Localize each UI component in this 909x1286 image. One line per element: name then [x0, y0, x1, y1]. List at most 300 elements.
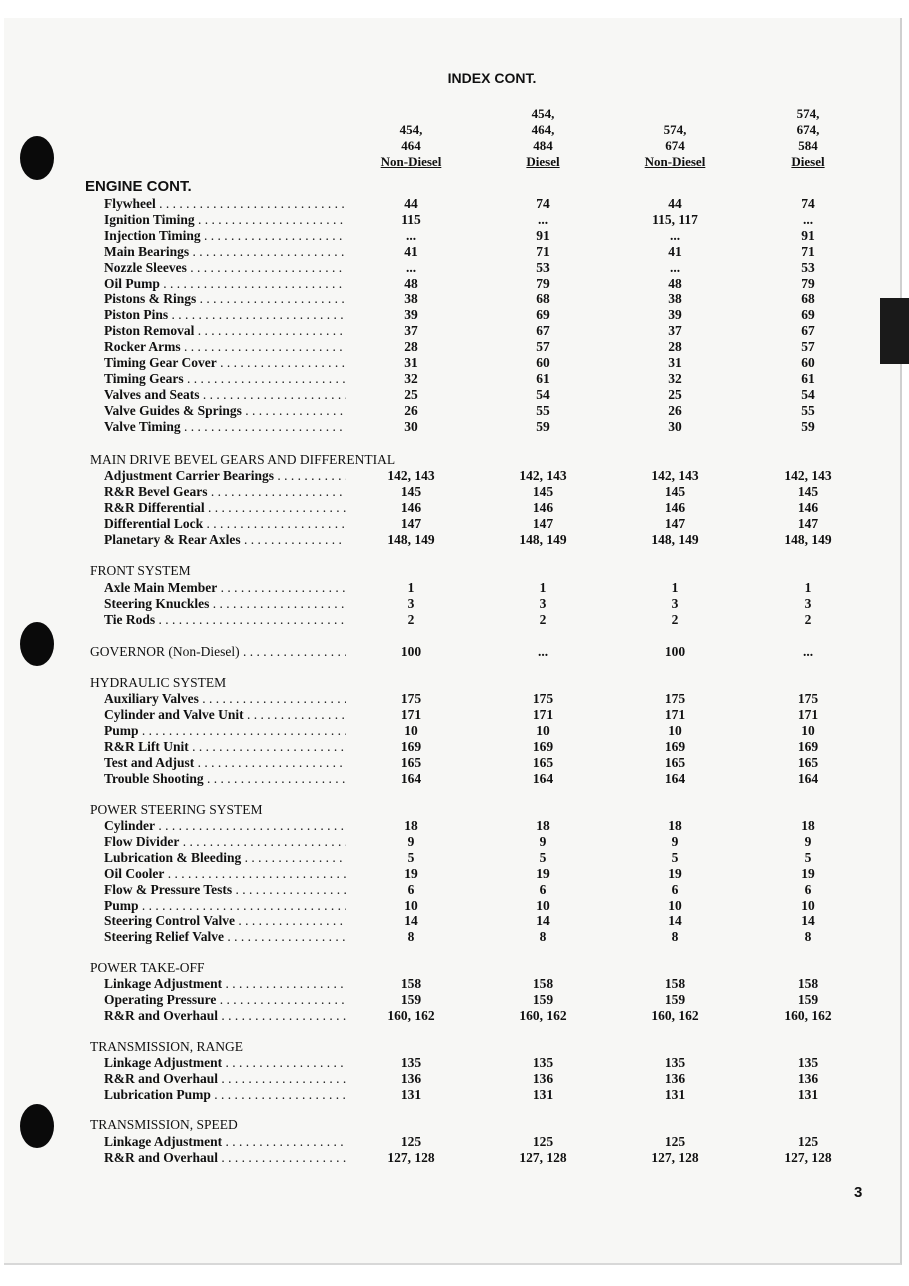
page-reference: 26 [404, 403, 418, 418]
page-reference: 125 [664, 1134, 686, 1149]
page-reference: 71 [801, 244, 815, 259]
index-entry-label: Piston Removal . . . [104, 323, 346, 339]
page-reference: 145 [797, 484, 819, 499]
index-entry-label: Trouble Shooting . . . [104, 771, 346, 787]
index-entry-label: Nozzle Sleeves . . . [104, 260, 346, 276]
page-number: 3 [854, 1184, 863, 1201]
section-heading-bevel-gears: MAIN DRIVE BEVEL GEARS AND DIFFERENTIAL [90, 452, 396, 467]
index-entry-row [0, 323, 909, 339]
section-heading-front-system: FRONT SYSTEM [90, 563, 191, 578]
index-entry-row [0, 818, 909, 834]
page-reference: 10 [536, 723, 550, 738]
index-entry-label: Cylinder . . . [104, 818, 346, 834]
index-entry-label: Linkage Adjustment . . . [104, 1055, 346, 1071]
index-entry-row [0, 723, 909, 739]
page-reference: 57 [801, 339, 815, 354]
page-reference: 18 [668, 818, 682, 833]
index-entry-row [0, 516, 909, 532]
page-reference: 127, 128 [387, 1150, 435, 1165]
index-entry-label: Planetary & Rear Axles . . . [104, 532, 346, 548]
column-header-line [351, 106, 471, 122]
page-reference: 6 [407, 882, 415, 897]
page-reference: 131 [532, 1087, 554, 1102]
page-reference: 32 [668, 371, 682, 386]
index-entry-row [0, 612, 909, 628]
page-reference: 3 [671, 596, 679, 611]
page-reference: 145 [664, 484, 686, 499]
page-reference: 53 [801, 260, 815, 275]
page-reference: 74 [801, 196, 815, 211]
index-entry-row [0, 739, 909, 755]
page-reference: 135 [664, 1055, 686, 1070]
page-reference: 18 [801, 818, 815, 833]
page-reference: 37 [668, 323, 682, 338]
page-reference: 131 [797, 1087, 819, 1102]
page-reference: 61 [801, 371, 815, 386]
index-entry-label: Linkage Adjustment . . . [104, 1134, 346, 1150]
column-header-line: 464 [401, 138, 421, 153]
page-reference: 148, 149 [519, 532, 567, 547]
page-reference: 159 [400, 992, 422, 1007]
index-entry-label: Test and Adjust . . . [104, 755, 346, 771]
index-entry-label: Linkage Adjustment . . . [104, 976, 346, 992]
index-entry-row-governor [0, 644, 909, 660]
column-header-line: 674, [796, 122, 820, 137]
page-reference: 165 [797, 755, 819, 770]
page-reference: 142, 143 [651, 468, 699, 483]
page-reference: 5 [804, 850, 812, 865]
index-entry-label: Lubrication & Bleeding . . . [104, 850, 346, 866]
page-reference: 131 [400, 1087, 422, 1102]
page-reference: 9 [539, 834, 547, 849]
page-reference: 160, 162 [519, 1008, 567, 1023]
section-title-engine: ENGINE CONT. [85, 178, 192, 195]
index-entry-label: Main Bearings . . . [104, 244, 346, 260]
page-reference: 136 [664, 1071, 686, 1086]
column-header-line: 454, [531, 106, 555, 121]
page-reference: 38 [668, 291, 682, 306]
page-reference: 69 [536, 307, 550, 322]
page-reference: 55 [801, 403, 815, 418]
page-reference: 30 [668, 419, 682, 434]
page-reference: 175 [532, 691, 554, 706]
page-reference: 131 [664, 1087, 686, 1102]
page-reference: 159 [532, 992, 554, 1007]
column-header-3 [615, 106, 735, 170]
page-reference: 142, 143 [784, 468, 832, 483]
page-reference: 2 [407, 612, 415, 627]
index-entry-label: Pump . . . [104, 898, 346, 914]
page-reference: 1 [407, 580, 415, 595]
index-entry-label: Steering Relief Valve . . . [104, 929, 346, 945]
index-entry-row [0, 260, 909, 276]
page-reference: 1 [539, 580, 547, 595]
index-entry-row [0, 771, 909, 787]
page-reference: ... [405, 260, 417, 275]
page-reference: 165 [664, 755, 686, 770]
index-entry-label: Pistons & Rings . . . [104, 291, 346, 307]
page-reference: 1 [804, 580, 812, 595]
page-reference: 145 [532, 484, 554, 499]
page-reference: 79 [801, 276, 815, 291]
page-reference: 171 [400, 707, 422, 722]
page-reference: 79 [536, 276, 550, 291]
index-entry-label: Axle Main Member . . . [104, 580, 346, 596]
page-reference: 175 [400, 691, 422, 706]
page-reference: 41 [668, 244, 682, 259]
page-reference: 2 [539, 612, 547, 627]
page-reference: 8 [407, 929, 415, 944]
page-reference: 68 [536, 291, 550, 306]
page-reference: 19 [404, 866, 418, 881]
page-reference: 44 [404, 196, 418, 211]
page-reference: 8 [671, 929, 679, 944]
page-reference: 146 [664, 500, 686, 515]
page-reference: 147 [664, 516, 686, 531]
page-reference: 6 [671, 882, 679, 897]
column-header-line: 574, [796, 106, 820, 121]
section-heading-power-steering: POWER STEERING SYSTEM [90, 802, 263, 817]
index-entry-row [0, 339, 909, 355]
page-reference: 67 [801, 323, 815, 338]
page-reference: 142, 143 [519, 468, 567, 483]
index-entry-row [0, 291, 909, 307]
page-reference: 91 [801, 228, 815, 243]
page-reference: ... [802, 212, 814, 227]
index-entry-label: Auxiliary Valves . . . [104, 691, 346, 707]
index-entry-label: Injection Timing . . . [104, 228, 346, 244]
page-reference: 10 [801, 723, 815, 738]
index-entry-label: Tie Rods . . . [104, 612, 346, 628]
index-entry-row [0, 1055, 909, 1071]
page-reference: 91 [536, 228, 550, 243]
page-reference: 171 [664, 707, 686, 722]
page-reference: 148, 149 [784, 532, 832, 547]
page-reference: 54 [536, 387, 550, 402]
index-entry-row [0, 1071, 909, 1087]
page-reference: 148, 149 [651, 532, 699, 547]
page-reference: 136 [400, 1071, 422, 1086]
page-reference: 68 [801, 291, 815, 306]
page-reference: 10 [536, 898, 550, 913]
index-entry-row [0, 596, 909, 612]
page-reference: 9 [671, 834, 679, 849]
column-header-line: 454, [399, 122, 423, 137]
page-reference: 10 [668, 723, 682, 738]
index-entry-row [0, 419, 909, 435]
page-reference: 165 [400, 755, 422, 770]
page-reference: 2 [804, 612, 812, 627]
page-reference: 125 [400, 1134, 422, 1149]
page-reference: 158 [532, 976, 554, 991]
index-entry-row [0, 913, 909, 929]
page-reference: 171 [797, 707, 819, 722]
page-reference: 69 [801, 307, 815, 322]
index-entry-label: Cylinder and Valve Unit . . . [104, 707, 346, 723]
index-entry-row [0, 898, 909, 914]
page-reference: 175 [797, 691, 819, 706]
page-reference: 39 [404, 307, 418, 322]
page-reference: 169 [400, 739, 422, 754]
page-reference: 171 [532, 707, 554, 722]
page-reference: 165 [532, 755, 554, 770]
page-reference: 71 [536, 244, 550, 259]
section-heading-hydraulic-system: HYDRAULIC SYSTEM [90, 675, 227, 690]
column-header-line: Non-Diesel [644, 154, 706, 169]
page-reference: 164 [532, 771, 554, 786]
page-reference: 169 [532, 739, 554, 754]
page-reference: 14 [668, 913, 682, 928]
index-entry-label: Flow & Pressure Tests . . . [104, 882, 346, 898]
column-header-line: Diesel [791, 154, 825, 169]
page-reference: 3 [407, 596, 415, 611]
page-reference: 147 [532, 516, 554, 531]
index-entry-row [0, 755, 909, 771]
index-entry-row [0, 580, 909, 596]
page-reference: 39 [668, 307, 682, 322]
page-reference: 59 [801, 419, 815, 434]
index-entry-row [0, 355, 909, 371]
page-reference: 160, 162 [387, 1008, 435, 1023]
page-reference: 164 [664, 771, 686, 786]
page-reference: 25 [668, 387, 682, 402]
page-reference: 169 [797, 739, 819, 754]
page-reference: 6 [804, 882, 812, 897]
page-reference: 18 [404, 818, 418, 833]
index-entry-row [0, 1150, 909, 1166]
column-header-line: 674 [665, 138, 685, 153]
index-entry-label: R&R and Overhaul . . . [104, 1071, 346, 1087]
page-reference: 5 [539, 850, 547, 865]
page-reference: 3 [539, 596, 547, 611]
page-reference: 38 [404, 291, 418, 306]
page-reference: 100 [400, 644, 422, 659]
column-header-4 [748, 106, 868, 170]
page-reference: ... [537, 644, 549, 659]
page-reference: 10 [801, 898, 815, 913]
page-reference: 54 [801, 387, 815, 402]
page-reference: 55 [536, 403, 550, 418]
index-entry-label: Timing Gears . . . [104, 371, 346, 387]
index-entry-label: Valve Timing . . . [104, 419, 346, 435]
binder-hole-top [20, 136, 54, 180]
index-entry-row [0, 882, 909, 898]
page-reference: 5 [407, 850, 415, 865]
page-reference: 19 [668, 866, 682, 881]
index-entry-row [0, 866, 909, 882]
index-entry-row [0, 1008, 909, 1024]
index-entry-label: Oil Pump . . . [104, 276, 346, 292]
page-reference: 18 [536, 818, 550, 833]
page-reference: 127, 128 [651, 1150, 699, 1165]
page-reference: 48 [404, 276, 418, 291]
index-entry-label: Differential Lock . . . [104, 516, 346, 532]
index-entry-label: Steering Knuckles . . . [104, 596, 346, 612]
page-reference: 41 [404, 244, 418, 259]
page-reference: 2 [671, 612, 679, 627]
page-reference: 125 [797, 1134, 819, 1149]
column-header-2 [483, 106, 603, 170]
page-reference: 147 [400, 516, 422, 531]
page-reference: 127, 128 [784, 1150, 832, 1165]
page-reference: 28 [404, 339, 418, 354]
index-entry-row [0, 276, 909, 292]
page-reference: 164 [400, 771, 422, 786]
index-entry-label: R&R and Overhaul . . . [104, 1008, 346, 1024]
page-reference: 5 [671, 850, 679, 865]
page-reference: ... [669, 260, 681, 275]
page-reference: 164 [797, 771, 819, 786]
page-reference: 135 [532, 1055, 554, 1070]
page-reference: ... [802, 644, 814, 659]
page-reference: 158 [664, 976, 686, 991]
page-reference: 57 [536, 339, 550, 354]
page-reference: 158 [797, 976, 819, 991]
index-entry-label: Rocker Arms . . . [104, 339, 346, 355]
page-reference: 136 [797, 1071, 819, 1086]
page-reference: 10 [668, 898, 682, 913]
column-header-line: 574, [663, 122, 687, 137]
index-entry-row [0, 244, 909, 260]
page-reference: 136 [532, 1071, 554, 1086]
page-reference: 67 [536, 323, 550, 338]
page-reference: ... [405, 228, 417, 243]
page-reference: 127, 128 [519, 1150, 567, 1165]
index-entry-row [0, 196, 909, 212]
page-reference: 142, 143 [387, 468, 435, 483]
page-reference: 19 [536, 866, 550, 881]
page-reference: 60 [536, 355, 550, 370]
index-entry-row [0, 976, 909, 992]
page-title: INDEX CONT. [447, 70, 537, 86]
page-reference: 10 [404, 898, 418, 913]
index-entry-label: R&R Lift Unit . . . [104, 739, 346, 755]
section-heading-transmission-speed: TRANSMISSION, SPEED [90, 1117, 238, 1132]
index-entry-label: Valves and Seats . . . [104, 387, 346, 403]
page-reference: 19 [801, 866, 815, 881]
page-reference: 28 [668, 339, 682, 354]
page-reference: 115 [401, 212, 421, 227]
page-reference: 115, 117 [652, 212, 698, 227]
page-reference: 146 [797, 500, 819, 515]
page-reference: 31 [404, 355, 418, 370]
page-reference: 59 [536, 419, 550, 434]
index-entry-row [0, 850, 909, 866]
index-entry-row [0, 992, 909, 1008]
page-reference: 135 [797, 1055, 819, 1070]
page-reference: 9 [407, 834, 415, 849]
page-reference: 8 [539, 929, 547, 944]
index-entry-row [0, 484, 909, 500]
page-reference: 74 [536, 196, 550, 211]
page-reference: ... [537, 212, 549, 227]
page-reference: 14 [404, 913, 418, 928]
index-entry-row [0, 532, 909, 548]
index-entry-row [0, 929, 909, 945]
page-reference: 14 [536, 913, 550, 928]
page-reference: 53 [536, 260, 550, 275]
page-reference: 10 [404, 723, 418, 738]
index-entry-label: Oil Cooler . . . [104, 866, 346, 882]
page-reference: 32 [404, 371, 418, 386]
index-entry-label: Adjustment Carrier Bearings . . . [104, 468, 346, 484]
index-entry-row [0, 834, 909, 850]
page-reference: 148, 149 [387, 532, 435, 547]
page-reference: 147 [797, 516, 819, 531]
index-entry-label: R&R Bevel Gears . . . [104, 484, 346, 500]
index-entry-row [0, 387, 909, 403]
index-entry-row [0, 403, 909, 419]
index-entry-row [0, 1134, 909, 1150]
page-reference: 61 [536, 371, 550, 386]
column-header-line: 464, [531, 122, 555, 137]
page-reference: 169 [664, 739, 686, 754]
page-reference: 9 [804, 834, 812, 849]
index-entry-label: Operating Pressure . . . [104, 992, 346, 1008]
page-reference: 159 [664, 992, 686, 1007]
page-reference: 146 [400, 500, 422, 515]
page-reference: 160, 162 [651, 1008, 699, 1023]
index-entry-row [0, 707, 909, 723]
index-entry-label: Piston Pins . . . [104, 307, 346, 323]
page-reference: 48 [668, 276, 682, 291]
page-reference: 8 [804, 929, 812, 944]
page-reference: 37 [404, 323, 418, 338]
page-reference: 146 [532, 500, 554, 515]
index-entry-row [0, 228, 909, 244]
page-reference: 60 [801, 355, 815, 370]
page-reference: 6 [539, 882, 547, 897]
page-reference: 30 [404, 419, 418, 434]
page-reference: 160, 162 [784, 1008, 832, 1023]
index-entry-label: Flow Divider . . . [104, 834, 346, 850]
page-reference: ... [669, 228, 681, 243]
page-reference: 31 [668, 355, 682, 370]
index-entry-row [0, 371, 909, 387]
column-header-1 [351, 106, 471, 170]
index-entry-label: R&R and Overhaul . . . [104, 1150, 346, 1166]
page-reference: 175 [664, 691, 686, 706]
index-entry-row [0, 1087, 909, 1103]
column-header-line: Non-Diesel [380, 154, 442, 169]
page-reference: 25 [404, 387, 418, 402]
index-entry-label: Flywheel . . . [104, 196, 346, 212]
page-reference: 158 [400, 976, 422, 991]
index-entry-label: Pump . . . [104, 723, 346, 739]
column-header-line: Diesel [526, 154, 560, 169]
index-entry-row [0, 500, 909, 516]
index-entry-label: Steering Control Valve . . . [104, 913, 346, 929]
index-entry-label: Ignition Timing . . . [104, 212, 346, 228]
page-reference: 3 [804, 596, 812, 611]
page-reference: 125 [532, 1134, 554, 1149]
column-header-line [615, 106, 735, 122]
index-entry-label: GOVERNOR (Non-Diesel) . . . [90, 644, 346, 660]
page-reference: 1 [671, 580, 679, 595]
section-heading-transmission-range: TRANSMISSION, RANGE [90, 1039, 244, 1054]
page-reference: 159 [797, 992, 819, 1007]
section-heading-power-take-off: POWER TAKE-OFF [90, 960, 205, 975]
page-reference: 145 [400, 484, 422, 499]
page-reference: 14 [801, 913, 815, 928]
page-reference: 100 [664, 644, 686, 659]
index-entry-row [0, 468, 909, 484]
column-header-line: 484 [533, 138, 553, 153]
page-reference: 26 [668, 403, 682, 418]
index-entry-row [0, 307, 909, 323]
page-reference: 44 [668, 196, 682, 211]
index-entry-row [0, 691, 909, 707]
